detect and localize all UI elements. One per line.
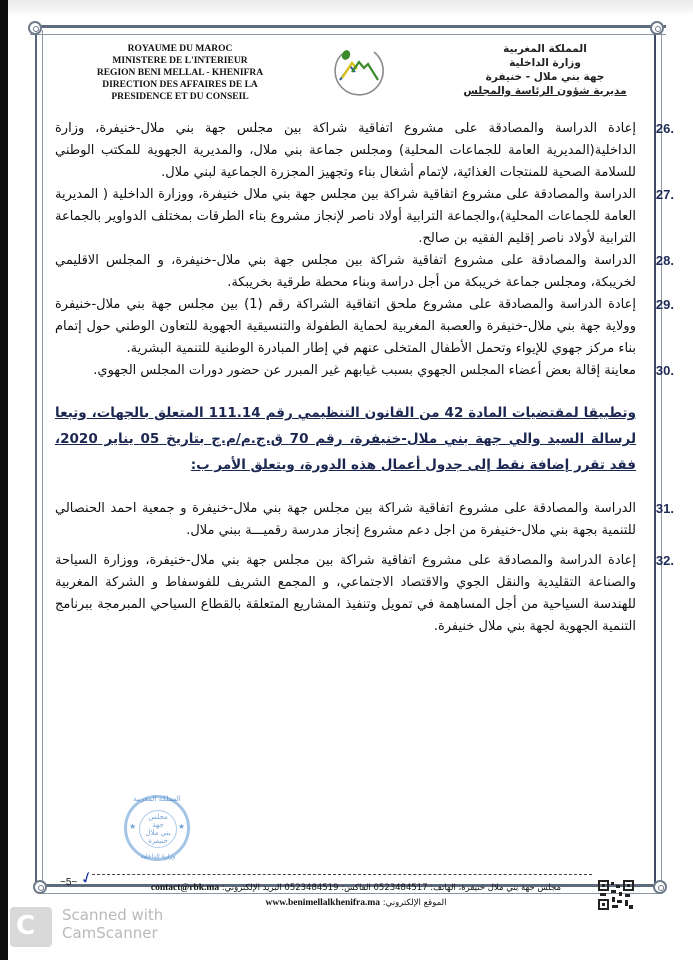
header-french-line: MINISTERE DE L'INTERIEUR <box>112 56 248 66</box>
footer-website-line <box>126 898 586 908</box>
item-number: 27. <box>655 187 674 202</box>
header-arabic-line: وزارة الداخلية <box>509 57 581 69</box>
official-stamp <box>124 795 190 861</box>
region-logo-icon <box>328 42 386 102</box>
watermark-line: CamScanner <box>62 924 158 942</box>
header-french <box>80 43 280 103</box>
frame-corner-ring-icon <box>28 21 42 35</box>
footer-website[interactable]: www.benimellalkhenifra.ma <box>265 898 381 908</box>
footer-email[interactable]: contact@rbk.ma <box>150 883 220 893</box>
header-arabic <box>460 42 630 98</box>
frame-corner-ring-icon <box>33 880 47 894</box>
item-text: الدراسة والمصادقة على مشروع اتفاقية شراكة بين مجلس جهة بني ملال خنيفرة، ووزارة الداخلية ( المديرية العامة للجماعات المحلية)،والجماعة الترابية أولاد ناصر لإنجاز مشروع بناء الطرقات بمختلف الدواوير بالجماعة الترابية لأولاد ناصر إقليم الفقيه بن صالح. <box>55 187 636 246</box>
item-text: الدراسة والمصادقة على مشروع اتفاقية شراكة بين مجلس جهة بني ملال-خنيفرة و جمعية احمد الحنصالي للتنمية بجهة بني ملال-خنيفرة من اجل دعم مشروع إنجاز مدرسة رقميـــة ببني ملال. <box>55 501 636 538</box>
watermark-line: Scanned with <box>62 906 164 924</box>
page-number <box>60 868 97 889</box>
agenda-item <box>55 118 674 184</box>
item-number: 32. <box>655 553 674 568</box>
signature-icon: ✓ <box>77 868 97 889</box>
item-number: 29. <box>655 297 674 312</box>
stamp-bottom-text: وزارة الداخلية <box>140 853 176 860</box>
agenda-item-added <box>55 550 674 638</box>
scan-top-shade <box>8 0 693 14</box>
agenda-item <box>55 184 674 250</box>
header-french-line: REGION BENI MELLAL - KHENIFRA <box>96 68 264 78</box>
camscanner-watermark <box>62 906 163 942</box>
footer-website-label: الموقع الإلكتروني: <box>382 898 447 908</box>
footer-divider <box>92 874 592 875</box>
frame-left-border <box>35 30 43 890</box>
agenda-item <box>55 360 674 382</box>
header-french-line: ROYAUME DU MAROC <box>127 44 233 54</box>
item-number: 30. <box>655 363 674 378</box>
item-text: الدراسة والمصادقة على مشروع اتفاقية شراكة بين مجلس جهة بني ملال-خنيفرة، و المجلس الاقليمي لخريبكة، ومجلس جماعة خريبكة من أجل دراسة وبناء محطة طرقية بخريبكة. <box>55 253 636 290</box>
agenda-item <box>55 294 674 360</box>
star-icon: ★ <box>129 822 137 831</box>
stamp-ring-text: المملكة المغربية <box>133 795 181 803</box>
item-number: 28. <box>655 253 674 268</box>
header-arabic-line: المملكة المغربية <box>503 43 587 55</box>
agenda-item <box>55 250 674 294</box>
item-text: إعادة الدراسة والمصادقة على مشروع اتفاقية شراكة بين مجلس جهة بني ملال-خنيفرة، ووزارة السياحة والصناعة التقليدية والنقل الجوي والاقتصاد الاجتماعي، و المجمع الشريف للفوسفاط و الشركة المغربية للهندسة السياحية من أجل المساهمة في تمويل وتنفيذ المشاريع المتعلقة بالقطاع السياحي المبرمجة ببرنامج التنمية الجهوية لجهة بني ملال خنيفرة. <box>55 553 636 634</box>
header-arabic-line: جهة بني ملال - خنيفرة <box>485 71 605 83</box>
agenda-item-added <box>55 498 674 542</box>
item-number: 31. <box>655 501 674 516</box>
frame-corner-ring-icon <box>650 21 664 35</box>
header-french-line: PRESIDENCE ET DU CONSEIL <box>111 92 249 102</box>
item-text: إعادة الدراسة والمصادقة على مشروع ملحق اتفاقية الشراكة رقم (1) بين مجلس جهة بني ملال-خنيفرة وولاية جهة بني ملال-خنيفرة والعصبة المغربية لحماية الطفولة والتنسيقية الجهوية للتعاون الوطني حول إتمام بناء مركز جهوي للإيواء وتحمل الأطفال المتخلى عنهم في إطار المبادرة الوطنية للتنمية البشرية. <box>55 297 636 356</box>
header-french-line: DIRECTION DES AFFAIRES DE LA <box>102 80 258 90</box>
item-number: 26. <box>655 121 674 136</box>
stamp-line: جهة <box>152 821 164 829</box>
header-arabic-line: مديرية شؤون الرئاسة والمجلس <box>463 85 627 97</box>
frame-corner-ring-icon <box>653 880 667 894</box>
stamp-center <box>139 810 177 848</box>
page-number-text: ~5~ <box>60 877 78 888</box>
camscanner-logo-icon: C <box>10 907 52 947</box>
stamp-line: بني ملال <box>145 829 171 837</box>
footer-contact-text: مجلس جهة بني ملال خنيفرة، الهاتف: 0523484517 الفاكس: 0523484519 البريد الإلكتروني: <box>221 883 562 893</box>
stamp-line: خنيفرة <box>148 837 168 845</box>
qr-code-icon <box>598 880 634 910</box>
scan-edge-shadow <box>0 0 8 960</box>
footer-contact-line <box>126 883 586 893</box>
frame-right-border <box>654 30 662 890</box>
stamp-line: مجلس <box>148 813 168 821</box>
item-text: إعادة الدراسة والمصادقة على مشروع اتفاقية شراكة بين مجلس جهة بني ملال-خنيفرة، وزارة الداخلية(المديرية العامة للجماعات المحلية) ومجلس جماعة بني ملال، والمديرية الجهوية للمكتب الوطني للسلامة الصحية للمنتجات الغذائية، لإتمام أشغال بناء وتجهيز المجزرة الجماعية لبني ملال. <box>55 121 636 180</box>
agenda-content <box>55 118 674 638</box>
item-text: معاينة إقالة بعض أعضاء المجلس الجهوي بسبب غيابهم غير المبرر عن حضور دورات المجلس الجهوي. <box>93 363 636 378</box>
star-icon: ★ <box>177 822 185 831</box>
legal-reference-paragraph: وتطبيقا لمقتضيات المادة 42 من القانون التنظيمي رقم 111.14 المتعلق بالجهات، وتبعا لرسالة السيد والي جهة بني ملال-خنيفرة، رقم 70 ق.ج.م/م.ج بتاريخ 05 يناير 2020، فقد تقرر إضافة نقط إلى جدول أعمال هذه الدورة، ويتعلق الأمر ب: <box>55 405 637 473</box>
frame-top-border <box>30 25 666 35</box>
